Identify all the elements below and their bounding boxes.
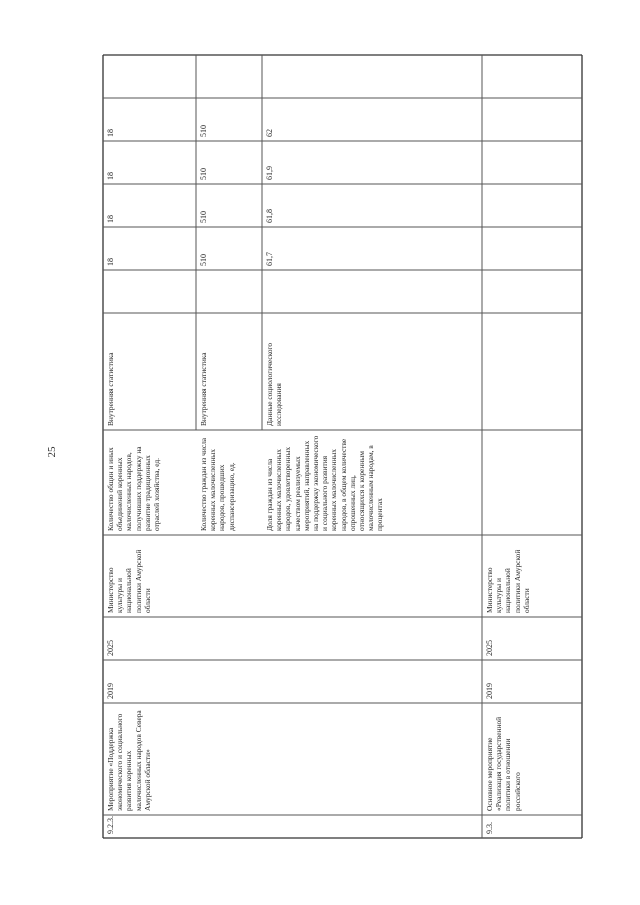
indicator-base-2 (196, 270, 262, 313)
row-id-9-3: 9.3. (485, 822, 494, 834)
row-id-9-2-3: 9.2.3. (106, 816, 115, 834)
indicator-base-3 (262, 270, 482, 313)
row-executor-9-2-3: Министерство культуры и национальной политики Амурской области (106, 549, 152, 613)
indicator-name-3: Доля граждан из числа коренных малочисленных народов, удовлетворенных качеством реализуемых мероприятий, направленных на поддержку экономического и социального развития коренных малочисленных народов, в общем количестве опрошенных лиц, относящихся к коренным малочисленным народам, в процентах (265, 435, 385, 531)
indicator-value-3-2: 61,8 (265, 209, 274, 223)
indicator-value-1-1: 18 (106, 258, 115, 266)
indicator-value-3-3: 61,9 (265, 166, 274, 180)
row-start-9-2-3: 2019 (106, 683, 115, 699)
indicator-value-1-2: 18 (106, 215, 115, 223)
indicator-source-2: Внутренняя статистика (199, 352, 208, 426)
row-end-9-3: 2025 (485, 640, 494, 656)
indicator-value-2-4: 510 (199, 125, 208, 137)
indicator-value-1-3: 18 (106, 172, 115, 180)
indicator-base-1 (103, 270, 196, 313)
indicator-name-1: Количество общин и иных объединений коренных малочисленных народов, получивших поддержку на развитие традиционных отраслей хозяйства, ед. (106, 446, 162, 531)
row-name-9-3: Основное мероприятие «Реализация государственной политики в отношении российского (485, 716, 522, 811)
indicator-value-3-4: 62 (265, 129, 274, 137)
indicator-source-3: Данные социологического исследования (265, 342, 284, 426)
indicator-value-3-1: 61,7 (265, 252, 274, 266)
indicator-source-1: Внутренняя статистика (106, 352, 115, 426)
indicator-value-2-2: 510 (199, 211, 208, 223)
row-end-9-2-3: 2025 (106, 640, 115, 656)
indicator-value-2-1: 510 (199, 254, 208, 266)
row-name-9-2-3: Мероприятие «Поддержка экономического и социального развития коренных малочисленных народов Севера Амурской области» (106, 710, 152, 811)
indicator-value-1-4: 18 (106, 129, 115, 137)
page-number: 25 (46, 446, 58, 458)
row-executor-9-3: Министерство культуры и национальной политики Амурской области (485, 549, 531, 613)
indicator-value-2-3: 510 (199, 168, 208, 180)
row-start-9-3: 2019 (485, 683, 494, 699)
indicator-name-2: Количество граждан из числа коренных малочисленных народов, прошедших диспансеризацию, ед. (199, 437, 236, 531)
